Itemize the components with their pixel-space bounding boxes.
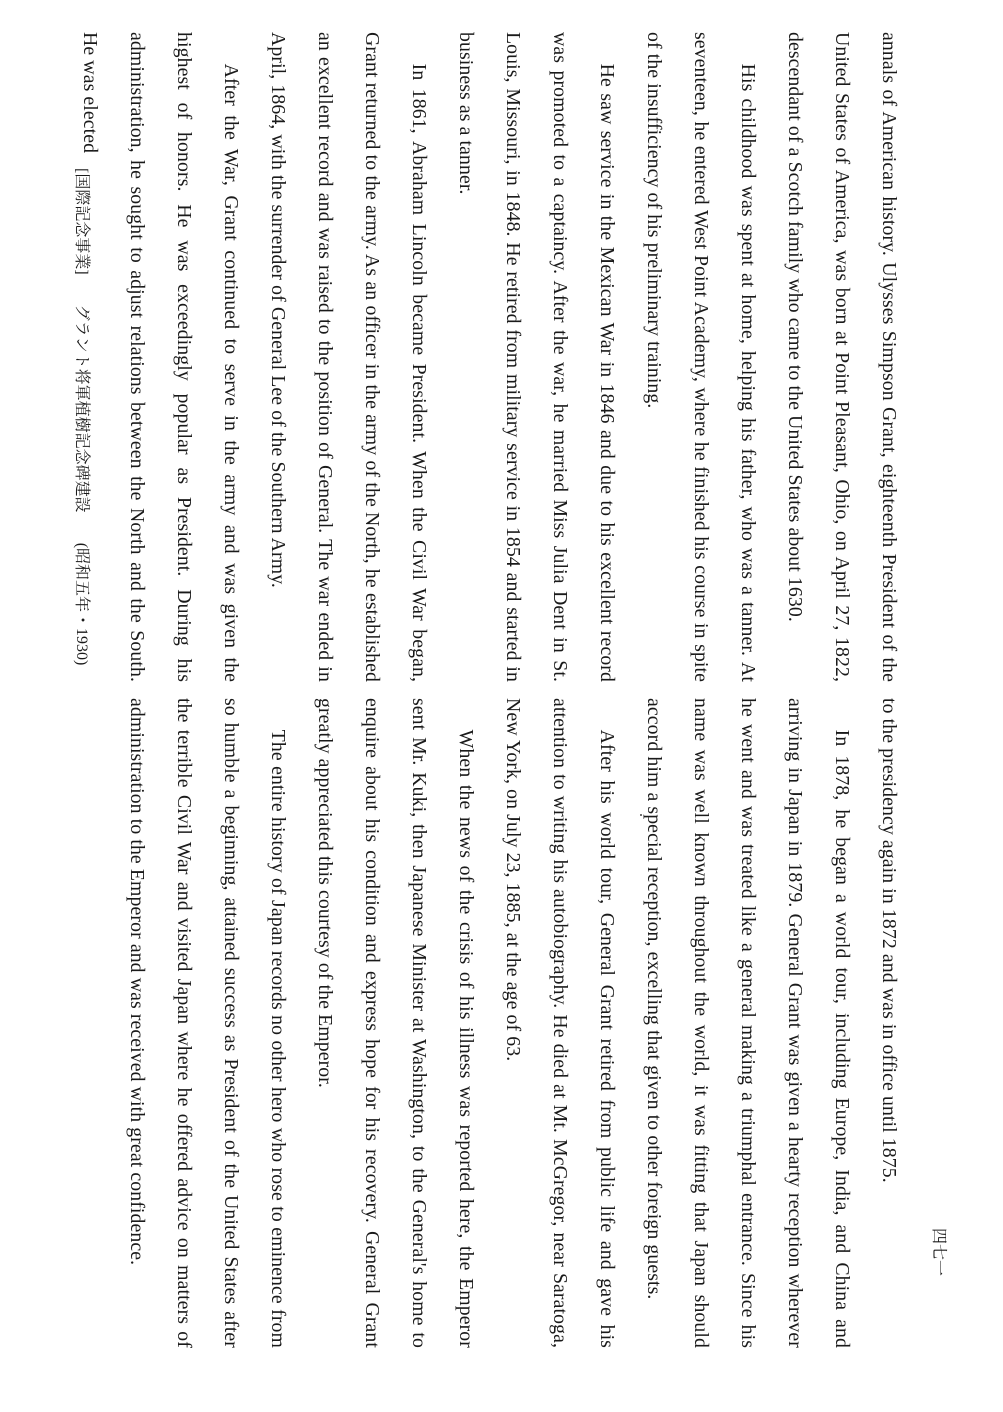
- text-block-upper: [66, 32, 912, 682]
- paragraph: His childhood was spent at home, helping his father, who was a tanner. At seventeen, he entered West Point Academy, where he finished his course in spite of the insufficiency of his preliminary training.: [643, 32, 759, 682]
- footer-title: グラント将軍植樹記念碑建設: [73, 304, 90, 513]
- page-number: 四七一: [930, 1228, 947, 1277]
- paragraph: In 1878, he began a world tour, including Europe, India, and China and arriving in Japan in 1879. General Grant was given a hearty reception wherever he went and was treated like a general making a triumphal entrance. Since his name was well known throughout the world, it was fitting that Japan should accord him a special reception, excelling that given to other foreign guests.: [643, 698, 853, 1348]
- paragraph: When the news of the crisis of his illness was reported here, the Emperor sent Mr. Kuki, then Japanese Minister at Washington, to the General's home to enquire about his condition and express hope for his recovery. General Grant greatly appreciated this courtesy of the Emperor.: [314, 698, 477, 1348]
- footer-date: (昭和五年・1930): [73, 542, 90, 666]
- text-block-lower: [113, 698, 912, 1348]
- paragraph: After the War, Grant continued to serve in the army and was given the highest of honors. He was exceedingly popular as President. During his administration, he sought to adjust relations between the North and the South. He was elected: [79, 32, 242, 682]
- footer-category: [国際記念事業]: [73, 168, 90, 275]
- paragraph: After his world tour, General Grant retired from public life and gave his attention to writing his autobiography. He died at Mt. McGregor, near Saratoga, New York, on July 23, 1885, at the age of 63.: [502, 698, 618, 1348]
- paragraph: He saw service in the Mexican War in 1846 and due to his excellent record was promoted to a captaincy. After the war, he married Miss Julia Dent in St. Louis, Missouri, in 1848. He retired from military service in 1854 and started in business as a tanner.: [455, 32, 618, 682]
- page-footer: [70, 168, 92, 668]
- paragraph: The entire history of Japan records no other hero who rose to eminence from so humble a beginning, attained success as President of the United States after the terrible Civil War and visited Japan where he offered advice on matters of administration to the Emperor and was received with great confidence.: [126, 698, 289, 1348]
- paragraph: to the presidency again in 1872 and was in office until 1875.: [878, 698, 900, 1183]
- speck: [640, 814, 642, 816]
- paragraph: In 1861, Abraham Lincoln became President. When the Civil War began, Grant returned to the army. As an officer in the army of the North, he established an excellent record and was raised to the position of General. The war ended in April, 1864, with the surrender of General Lee of the Southern Army.: [267, 32, 430, 682]
- paragraph: annals of American history. Ulysses Simpson Grant, eighteenth President of the United States of America, was born at Point Pleasant, Ohio, on April 27, 1822, descendant of a Scotch family who came to the United States about 1630.: [784, 32, 900, 682]
